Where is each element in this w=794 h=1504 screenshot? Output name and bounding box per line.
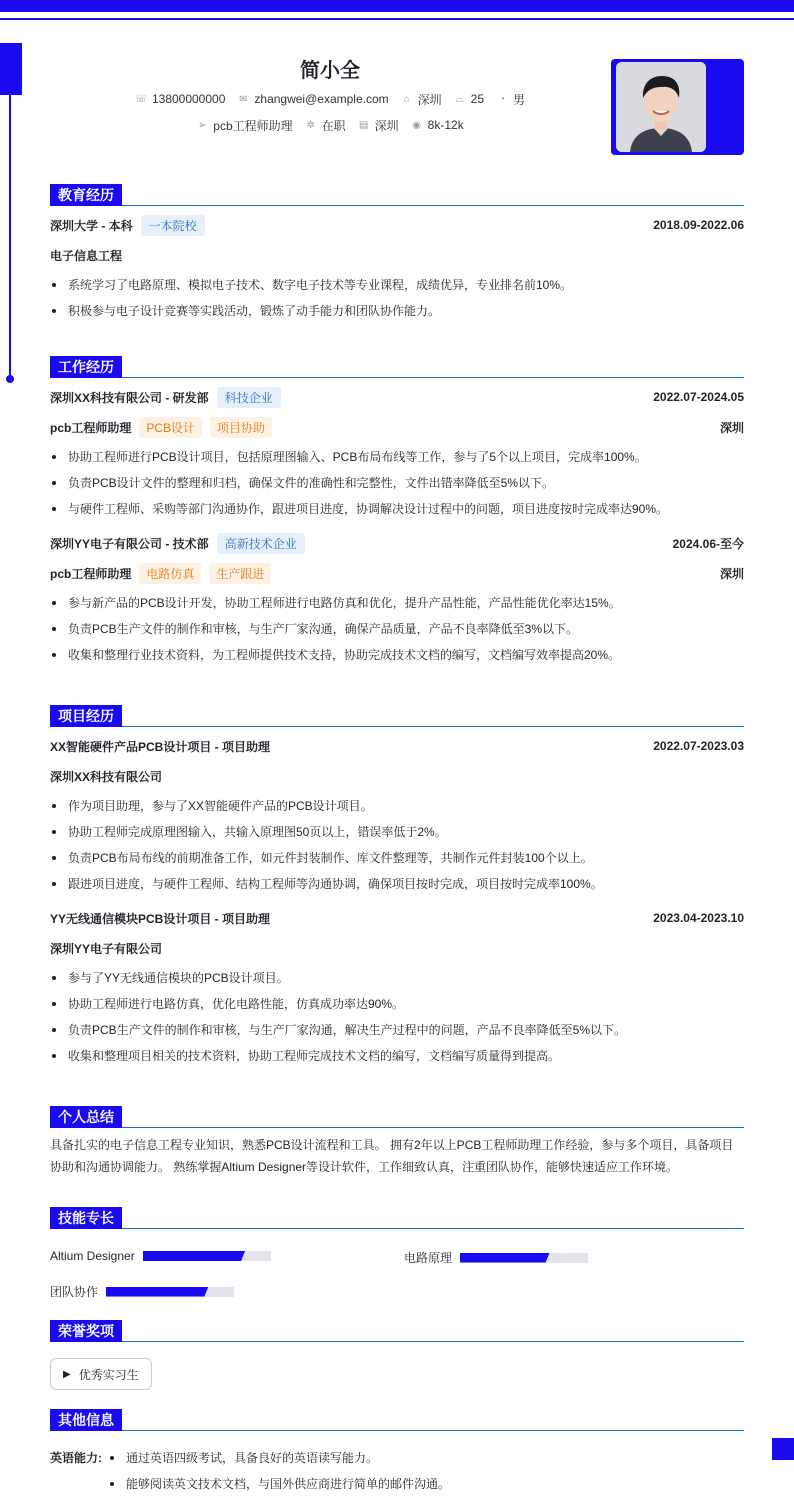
work-date: 2024.06-至今 [672, 536, 744, 551]
work-section [50, 356, 744, 668]
salary-text: 8k-12k [427, 118, 464, 132]
company-name: 深圳YY电子有限公司 - 技术部 [50, 536, 209, 551]
photo-frame [611, 59, 744, 155]
project-company-row [50, 761, 744, 791]
left-timeline-line [9, 95, 11, 379]
skill-bar [143, 1251, 271, 1261]
skill-tag: 生产跟进 [209, 563, 271, 584]
top-accent-bar [0, 0, 794, 12]
home-icon: ⌂ [403, 93, 410, 105]
other-title: 其他信息 [50, 1409, 122, 1431]
project-entry-2 [50, 903, 744, 1069]
education-major-row [50, 240, 744, 270]
award-item [50, 1358, 152, 1390]
summary-line: 具备扎实的电子信息工程专业知识，熟悉PCB设计流程和工具。 拥有2年以上PCB工程师助理工作经验，参与多个项目，具备项目 [50, 1138, 734, 1152]
skills-section [50, 1207, 744, 1307]
top-accent-line [0, 18, 794, 20]
skill-bar [106, 1287, 234, 1297]
left-accent-block [0, 43, 22, 95]
position-item [196, 117, 292, 134]
school-tag: 一本院校 [141, 215, 205, 236]
mail-icon: ✉ [239, 93, 248, 105]
position-text: pcb工程师助理 [213, 118, 293, 133]
award-label: 优秀实习生 [78, 1367, 139, 1382]
skill-tag: 项目协助 [210, 417, 272, 438]
list-item: 作为项目助理，参与了XX智能硬件产品的PCB设计项目。 [50, 793, 744, 819]
city-text: 深圳 [417, 92, 442, 107]
education-section [50, 184, 744, 324]
salary-item [411, 118, 464, 132]
list-item: 收集和整理项目相关的技术资料，协助工程师完成技术文档的编写，文档编写质量得到提高。 [50, 1043, 744, 1069]
education-title-bar [50, 184, 744, 206]
candidate-name: 简小全 [300, 60, 360, 82]
list-item: 协助工程师进行电路仿真，优化电路性能，仿真成功率达90%。 [50, 991, 744, 1017]
project-title: 项目经历 [50, 705, 122, 727]
project-name: YY无线通信模块PCB设计项目 - 项目助理 [50, 911, 271, 926]
project-date: 2022.07-2023.03 [653, 739, 744, 753]
list-item: 参与了YY无线通信模块的PCB设计项目。 [50, 965, 744, 991]
work-bullets [50, 444, 744, 522]
project-bullets [50, 793, 744, 897]
company-tag: 高新技术企业 [217, 533, 305, 554]
skill-name: 团队协作 [50, 1285, 99, 1299]
work-title-bar [50, 356, 744, 378]
play-icon: ▶ [63, 1368, 71, 1380]
summary-title: 个人总结 [50, 1106, 122, 1128]
work-entry-1 [50, 382, 744, 522]
project-company-row [50, 933, 744, 963]
email-item [237, 92, 388, 106]
work-role-row [50, 412, 744, 442]
list-item: 积极参与电子设计竞赛等实践活动，锻炼了动手能力和团队协作能力。 [50, 298, 744, 324]
project-company: 深圳YY电子有限公司 [50, 941, 163, 956]
gender-text: 男 [513, 92, 526, 107]
phone-item [135, 92, 225, 106]
profile-photo [616, 62, 706, 152]
summary-line: 协助和沟通协调能力。 熟练掌握Altium Designer等设计软件，工作细致认真，注重团队协作，能够快速适应工作环境。 [50, 1160, 679, 1174]
other-title-bar [50, 1409, 744, 1431]
project-name-row [50, 731, 744, 761]
target-city-text: 深圳 [374, 118, 399, 133]
english-label: 英语能力: [50, 1451, 102, 1465]
phone-icon: ☏ [134, 93, 148, 105]
project-title-bar [50, 705, 744, 727]
work-company-row [50, 382, 744, 412]
list-item: 跟进项目进度，与硬件工程师、结构工程师等沟通协调，确保项目按时完成，项目按时完成率100%。 [50, 871, 744, 897]
status-text: 在职 [321, 118, 346, 133]
skill-name: Altium Designer [50, 1249, 135, 1263]
skill-bar [460, 1253, 588, 1263]
list-item: 协助工程师进行PCB设计项目，包括原理图输入、PCB布局布线等工作，参与了5个以上项目，完成率100%。 [50, 444, 744, 470]
target-city-item [358, 117, 399, 134]
education-school-row [50, 210, 744, 240]
send-icon: ➢ [198, 119, 207, 131]
list-item: 通过英语四级考试，具备良好的英语读写能力。 [108, 1445, 728, 1471]
school-name: 深圳大学 - 本科 [50, 218, 133, 233]
list-item: 负责PCB设计文件的整理和归档，确保文件的准确性和完整性，文件出错率降低至5%以下。 [50, 470, 744, 496]
skill-name: 电路原理 [404, 1251, 453, 1265]
status-item [305, 117, 346, 134]
skill-bar-fill [143, 1251, 245, 1261]
education-date: 2018.09-2022.06 [653, 218, 744, 232]
building-icon: ▤ [358, 119, 369, 131]
left-timeline-dot [6, 375, 14, 383]
project-name-row [50, 903, 744, 933]
skill-bar-fill [106, 1287, 208, 1297]
gender-item [496, 91, 525, 108]
project-date: 2023.04-2023.10 [653, 911, 744, 925]
contact-row [50, 86, 610, 112]
project-company: 深圳XX科技有限公司 [50, 769, 163, 784]
work-role-row [50, 558, 744, 588]
work-role: pcb工程师助理 [50, 420, 132, 435]
skill-item [50, 1249, 271, 1263]
list-item: 负责PCB生产文件的制作和审核，与生产厂家沟通，解决生产过程中的问题，产品不良率降低至5%以下。 [50, 1017, 744, 1043]
list-item: 能够阅读英文技术文档，与国外供应商进行简单的邮件沟通。 [108, 1471, 728, 1497]
list-item: 收集和整理行业技术资料，为工程师提供技术支持，协助完成技术文档的编写，文档编写效率提高20%。 [50, 642, 744, 668]
skill-tag: 电路仿真 [139, 563, 201, 584]
email-text: zhangwei@example.com [254, 92, 389, 106]
company-tag: 科技企业 [217, 387, 281, 408]
project-name: XX智能硬件产品PCB设计项目 - 项目助理 [50, 739, 271, 754]
education-title: 教育经历 [50, 184, 122, 206]
phone-text: 13800000000 [151, 92, 226, 106]
work-title: 工作经历 [50, 356, 122, 378]
other-section [50, 1409, 744, 1499]
right-accent-block [772, 1438, 794, 1460]
list-item: 与硬件工程师、采购等部门沟通协作，跟进项目进度，协调解决设计过程中的问题，项目进度按时完成率达90%。 [50, 496, 744, 522]
cake-icon: ⌓ [455, 93, 464, 105]
skills-title: 技能专长 [50, 1207, 122, 1229]
skills-title-bar [50, 1207, 744, 1229]
summary-text [50, 1128, 744, 1178]
age-text: 25 [470, 92, 485, 106]
list-item: 负责PCB生产文件的制作和审核，与生产厂家沟通，确保产品质量，产品不良率降低至3%以下。 [50, 616, 744, 642]
company-name: 深圳XX科技有限公司 - 研发部 [50, 390, 209, 405]
coin-icon: ◉ [412, 119, 422, 131]
summary-title-bar [50, 1106, 744, 1128]
work-role: pcb工程师助理 [50, 566, 132, 581]
list-item: 负责PCB布局布线的前期准备工作，如元件封装制作、库文件整理等，共制作元件封装100个以上。 [50, 845, 744, 871]
skill-tag: PCB设计 [139, 417, 202, 438]
list-item: 协助工程师完成原理图输入，共输入原理图50页以上，错误率低于2%。 [50, 819, 744, 845]
work-company-row [50, 528, 744, 558]
education-bullets [50, 272, 744, 324]
work-city: 深圳 [719, 420, 744, 435]
education-major: 电子信息工程 [50, 248, 123, 263]
work-date: 2022.07-2024.05 [653, 390, 744, 404]
age-item [454, 92, 484, 106]
work-bullets [50, 590, 744, 668]
settings-icon: ✲ [306, 119, 315, 131]
work-city: 深圳 [719, 566, 744, 581]
gender-icon: ◔ [498, 93, 506, 105]
awards-title-bar [50, 1320, 744, 1342]
work-entry-2 [50, 528, 744, 668]
project-bullets [50, 965, 744, 1069]
awards-section [50, 1320, 744, 1395]
project-section [50, 705, 744, 1069]
english-bullets [108, 1445, 728, 1497]
awards-title: 荣誉奖项 [50, 1320, 122, 1342]
job-intent-row [50, 112, 610, 138]
skill-item [404, 1249, 588, 1266]
list-item: 系统学习了电路原理、模拟电子技术、数字电子技术等专业课程，成绩优异，专业排名前10%。 [50, 272, 744, 298]
skill-bar-fill [460, 1253, 550, 1263]
skill-item [50, 1283, 234, 1300]
project-entry-1 [50, 731, 744, 897]
list-item: 参与新产品的PCB设计开发，协助工程师进行电路仿真和优化，提升产品性能，产品性能优化率达15%。 [50, 590, 744, 616]
resume-header [50, 56, 610, 138]
city-item [401, 91, 442, 108]
summary-section [50, 1106, 744, 1178]
